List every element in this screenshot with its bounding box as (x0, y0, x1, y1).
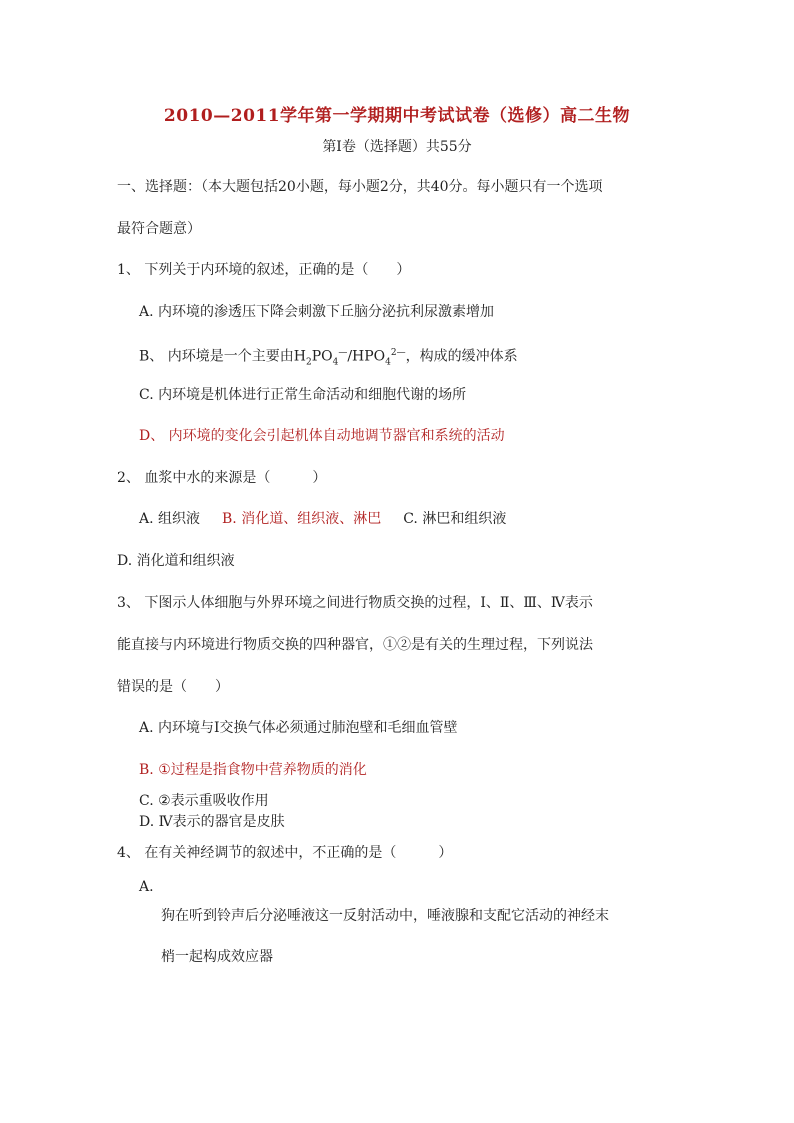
subscript: 4 (332, 357, 339, 368)
question-4-option-a-line2: 梢一起构成效应器 (161, 949, 273, 965)
superscript: 2— (390, 348, 406, 358)
question-3-stem-line2: 能直接与内环境进行物质交换的四种器官，①②是有关的生理过程，下列说法 (117, 637, 593, 653)
section-subtitle: 第Ⅰ卷（选择题）共55分 (322, 139, 472, 155)
question-3-option-d: D. Ⅳ表示的器官是皮肤 (139, 814, 285, 830)
option-b-text: /HPO (347, 348, 386, 365)
question-2-option-b-answer: B. 消化道、组织液、淋巴 (222, 511, 382, 527)
question-1-option-a: A. 内环境的渗透压下降会刺激下丘脑分泌抗利尿激素增加 (139, 304, 495, 320)
question-4-option-a-label: A. (139, 879, 154, 895)
question-2-option-c: C. 淋巴和组织液 (403, 511, 507, 527)
subscript: 4 (385, 357, 391, 368)
option-b-text: PO (311, 348, 333, 365)
question-4-option-a-line1: 狗在听到铃声后分泌唾液这一反射活动中，唾液腺和支配它活动的神经末 (161, 908, 609, 924)
question-2-option-d: D. 消化道和组织液 (117, 553, 235, 569)
option-b-text-pre: B、 内环境是一个主要由H (139, 348, 306, 365)
section-instructions-line1: 一、选择题：（本大题包括20小题，每小题2分，共40分。每小题只有一个选项 (117, 179, 603, 195)
superscript: — (338, 348, 348, 358)
question-1-option-d-answer: D、 内环境的变化会引起机体自动地调节器官和系统的活动 (139, 428, 505, 444)
question-2-stem: 2、 血浆中水的来源是（ ） (117, 470, 327, 486)
question-2-options (139, 509, 506, 529)
question-1-stem: 1、 下列关于内环境的叙述，正确的是（ ） (117, 262, 411, 278)
section-instructions-line2: 最符合题意） (117, 221, 201, 237)
question-3-option-b-answer: B. ①过程是指食物中营养物质的消化 (139, 762, 367, 778)
option-b-text-post: ，构成的缓冲体系 (405, 348, 518, 365)
question-3-stem-line1: 3、 下图示人体细胞与外界环境之间进行物质交换的过程，Ⅰ、Ⅱ、Ⅲ、Ⅳ表示 (117, 595, 593, 611)
exam-title: 2010—2011学年第一学期期中考试试卷（选修）高二生物 (163, 106, 631, 126)
question-3-stem-line3: 错误的是（ ） (117, 679, 229, 695)
question-2-option-a: A. 组织液 (139, 511, 201, 527)
question-1-option-b (139, 343, 518, 372)
question-4-stem: 4、 在有关神经调节的叙述中，不正确的是（ ） (117, 845, 453, 861)
subscript: 2 (305, 357, 312, 368)
question-3-option-a: A. 内环境与Ⅰ交换气体必须通过肺泡壁和毛细血管壁 (139, 720, 458, 736)
question-1-option-c: C. 内环境是机体进行正常生命活动和细胞代谢的场所 (139, 387, 467, 403)
question-3-option-c: C. ②表示重吸收作用 (139, 793, 269, 809)
